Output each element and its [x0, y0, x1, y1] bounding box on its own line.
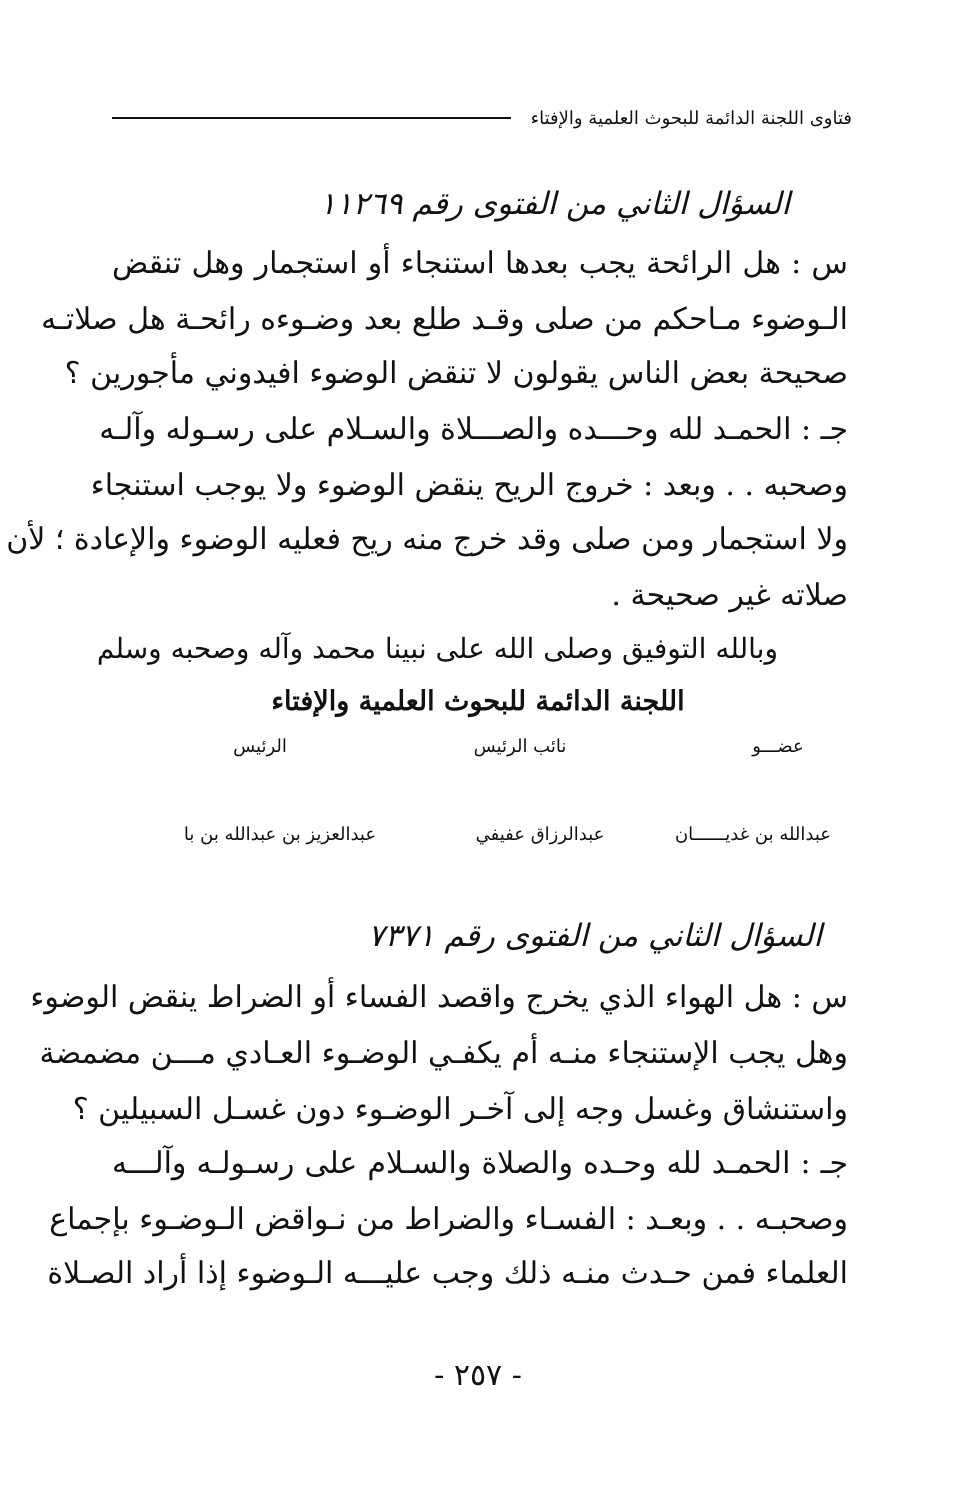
fatwa-1-title: السؤال الثاني من الفتوى رقم ١١٢٦٩	[319, 186, 790, 222]
fatwa-2-line: واستنشاق وغسل وجه إلى آخـر الوضـوء دون غسـل السبيلين ؟	[72, 1092, 848, 1127]
fatwa-1-line: صلاته غير صحيحة .	[611, 578, 848, 613]
closing-formula: وبالله التوفيق وصلى الله على نبينا محمد وآله وصحبه وسلم	[96, 632, 778, 665]
committee-name: اللجنة الدائمة للبحوث العلمية والإفتاء	[271, 686, 685, 717]
page-number: - ٢٥٧ -	[434, 1358, 522, 1393]
header-title: فتاوى اللجنة الدائمة للبحوث العلمية والإفتاء	[530, 107, 852, 129]
role-vice-president: نائب الرئيس	[473, 736, 567, 757]
signatory-member: عبدالله بن غديــــــان	[674, 824, 832, 845]
signatory-president: عبدالعزيز بن عبدالله بن با	[183, 824, 377, 845]
fatwa-2-line: وصحبـه . . وبعـد : الفسـاء والضراط من نـواقض الـوضـوء بإجماع	[49, 1202, 848, 1237]
fatwa-1-line: جـ : الحمـد لله وحـــده والصـــلاة والسـلام على رسـوله وآلـه	[99, 412, 848, 447]
fatwa-1-line: ولا استجمار ومن صلى وقد خرج منه ريح فعليه الوضوء والإعادة ؛ لأن	[6, 522, 848, 557]
fatwa-2-line: جـ : الحمـد لله وحـده والصلاة والسـلام على رسـولـه وآلـــه	[112, 1146, 848, 1181]
running-header	[112, 100, 852, 136]
header-rule	[112, 117, 511, 119]
fatwa-2-line: وهل يجب الإستنجاء منـه أم يكفـي الوضـوء العـادي مـــن مضمضة	[39, 1036, 848, 1071]
fatwa-2-title: السؤال الثاني من الفتوى رقم ٧٣٧١	[367, 918, 822, 954]
fatwa-1-line: وصحبه . . وبعد : خروج الريح ينقض الوضوء ولا يوجب استنجاء	[90, 468, 848, 503]
fatwa-1-line: الـوضوء مـاحكم من صلى وقـد طلع بعد وضـوءه رائحـة هل صلاتـه	[41, 302, 848, 337]
role-member: عضـــو	[752, 736, 804, 757]
fatwa-2-line: س : هل الهواء الذي يخرج واقصد الفساء أو الضراط ينقض الوضوء	[30, 980, 848, 1015]
fatwa-1-line: س : هل الرائحة يجب بعدها استنجاء أو استجمار وهل تنقض	[112, 246, 848, 281]
role-president: الرئيس	[233, 736, 287, 757]
fatwa-1-line: صحيحة بعض الناس يقولون لا تنقض الوضوء افيدوني مأجورين ؟	[64, 356, 848, 391]
fatwa-2-line: العلماء فمن حـدث منـه ذلك وجب عليـــه الـوضوء إذا أراد الصـلاة	[47, 1256, 848, 1291]
signatory-vice-president: عبدالرزاق عفيفي	[475, 824, 605, 845]
